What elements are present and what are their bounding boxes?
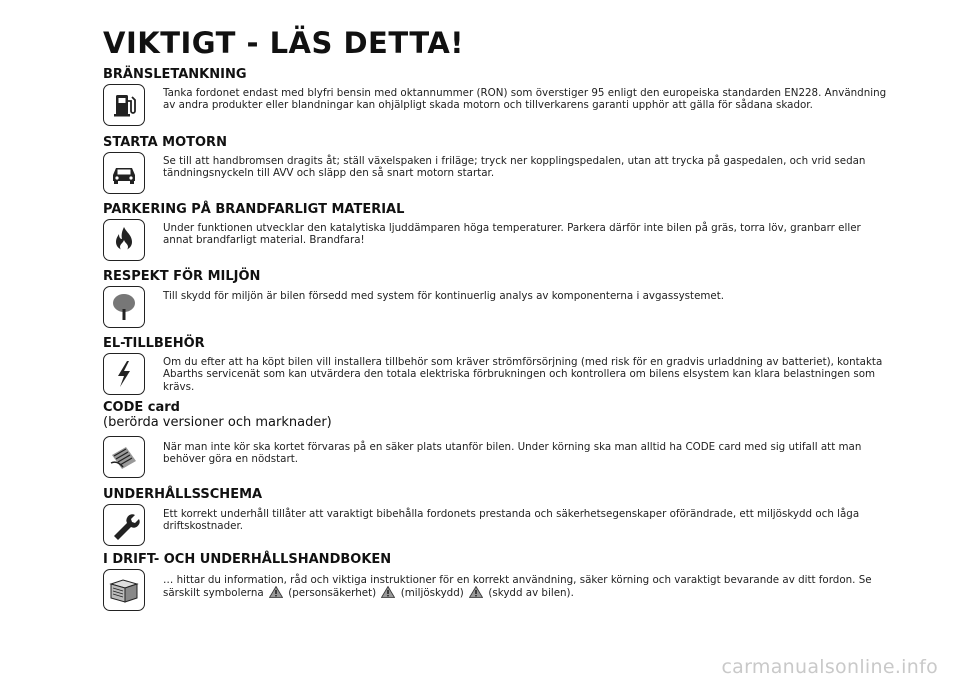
section-text-electrical: Om du efter att ha köpt bilen vill installera tillbehör som kräver strömförsörjning (med risk för en gradvis urladdning av batteriet), kontakta Abarths servicenät som kan utvärdera den totala elektriska förbrukningen och kontrollera om bilens elsystem kan klara belastningen som krävs. — [163, 356, 883, 393]
section-heading-environment: RESPEKT FÖR MILJÖN — [103, 269, 261, 284]
section-heading-maintenance: UNDERHÅLLSSCHEMA — [103, 487, 263, 502]
section-text-fueling: Tanka fordonet endast med blyfri bensin med oktannummer (RON) som överstiger 95 enligt den europeiska standarden EN228. Användning av andra produkter eller blandningar kan ohjälpligt skada motorn och tillverkarens garanti upphör att gälla för sådana skador. — [163, 87, 887, 112]
section-text-start-engine: Se till att handbromsen dragits åt; ställ växelspaken i friläge; tryck ner kopplingspedalen, utan att trycka på gaspedalen, och vrid sedan tändningsnyckeln till AVV och släpp den så snart motorn startar. — [163, 155, 866, 180]
flame-icon — [103, 219, 145, 261]
section-text-handbook — [163, 574, 888, 600]
handbook-symbol-personal-safety: (personsäkerhet) — [288, 587, 377, 600]
section-text-parking-flammable: Under funktionen utvecklar den katalytiska ljuddämparen höga temperaturer. Parkera därför inte bilen på gräs, torra löv, granbarr eller annat brandfarligt material. Brandfara! — [163, 222, 861, 247]
fuel-pump-icon — [103, 84, 145, 126]
section-text-maintenance: Ett korrekt underhåll tillåter att varaktigt bibehålla fordonets prestanda och säkerhetsegenskaper oförändrade, ett miljöskydd och låga driftskostnader. — [163, 508, 860, 533]
section-heading-start-engine: STARTA MOTORN — [103, 135, 227, 150]
book-icon — [103, 569, 145, 611]
code-card-icon — [103, 436, 145, 478]
section-heading-handbook: I DRIFT- OCH UNDERHÅLLSHANDBOKEN — [103, 552, 392, 567]
lightning-icon — [103, 353, 145, 395]
warning-triangle-icon — [381, 586, 395, 598]
handbook-symbol-vehicle: (skydd av bilen). — [488, 587, 574, 600]
section-heading-electrical: EL-TILLBEHÖR — [103, 336, 205, 351]
handbook-text-intro: … hittar du information, råd och viktiga instruktioner för en korrekt användning, säker körning och varaktigt bevarande av ditt fordon. Se särskilt symbolerna — [163, 574, 872, 600]
wrench-icon — [103, 504, 145, 546]
car-icon — [103, 152, 145, 194]
section-subheading-code-card: (berörda versioner och marknader) — [103, 415, 332, 430]
watermark: carmanualsonline.info — [721, 656, 938, 678]
tree-icon — [103, 286, 145, 328]
section-heading-fueling: BRÄNSLETANKNING — [103, 67, 247, 82]
section-text-code-card: När man inte kör ska kortet förvaras på en säker plats utanför bilen. Under körning ska man alltid ha CODE card med sig utifall att man behöver göra en nödstart. — [163, 441, 862, 466]
section-heading-parking-flammable: PARKERING PÅ BRANDFARLIGT MATERIAL — [103, 202, 405, 217]
section-text-environment: Till skydd för miljön är bilen försedd med system för kontinuerlig analys av komponenterna i avgassystemet. — [163, 290, 725, 302]
section-heading-code-card: CODE card — [103, 400, 180, 415]
warning-triangle-icon — [269, 586, 283, 598]
page-title: VIKTIGT - LÄS DETTA! — [103, 26, 465, 60]
handbook-symbol-environment: (miljöskydd) — [400, 587, 464, 600]
warning-triangle-icon — [469, 586, 483, 598]
